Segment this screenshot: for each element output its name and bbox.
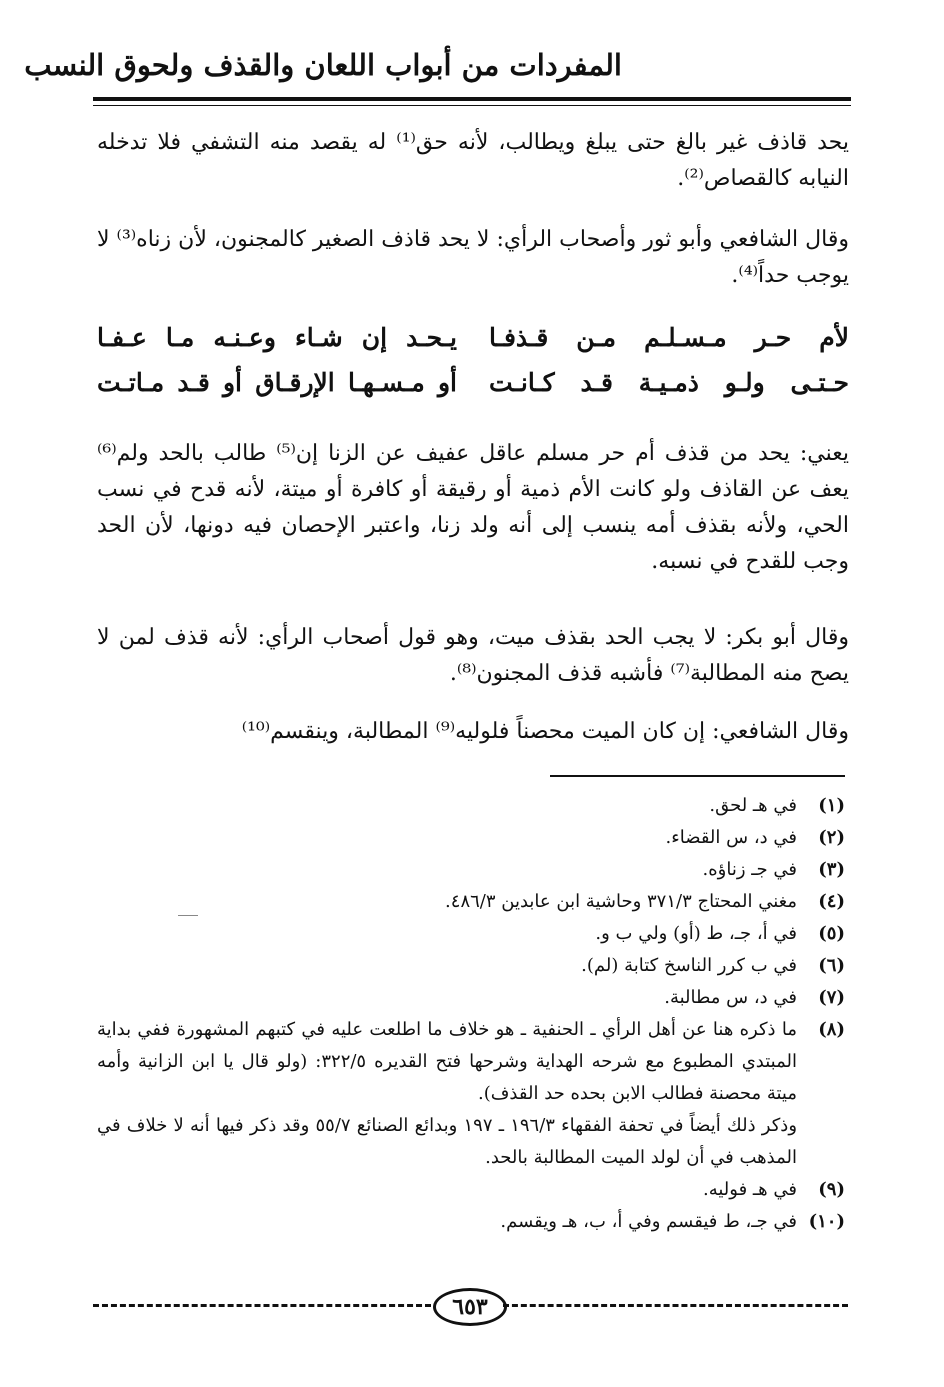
footnote-text: ما ذكره هنا عن أهل الرأي ـ الحنفية ـ هو خلاف ما اطلعت عليه في كتبهم المشهورة ففي بداية المبتدي المطبوع مع شرحه الهداية وشرحها فتح القديره ٣٢٢/٥: (ولو قال يا ابن الزانية وأمه ميتة محصنة فطالب الابن بحده حد القذف). — [97, 1019, 798, 1104]
footnote-3 — [97, 854, 845, 886]
footnote-10 — [97, 1206, 845, 1238]
paragraph-3-text: يعني: يحد من قذف أم حر مسلم عاقل عفيف عن الزنا إن⁽⁵⁾ طالب بالحد ولم⁽⁶⁾ يعف عن القاذف ولو كانت الأم ذمية أو رقيقة أو كافرة أو ميتة، لأنه قدح في نسب الحي، ولأنه بقذف أمه ينسب إلى أنه ولد زنا، واعتبر الإحصان فيه دونها، لأن الحد وجب للقدح في نسبه. — [97, 441, 849, 574]
footnote-number: (١٠) — [808, 1211, 845, 1232]
paragraph-2 — [97, 222, 849, 294]
footnote-number: (٢) — [818, 827, 845, 848]
footnote-text: في أ، جـ، ط (أو) ولي ب و. — [595, 923, 797, 944]
bottom-dashed-rule-right — [503, 1304, 848, 1307]
footnote-number: (٧) — [818, 987, 845, 1008]
paragraph-3 — [97, 436, 849, 580]
footnote-number: (٥) — [818, 923, 845, 944]
footnote-text-continued: وذكر ذلك أيضاً في تحفة الفقهاء ١٩٦/٣ ـ ١٩٧ وبدائع الصنائع ٥٥/٧ وقد ذكر فيها أنه لا خلاف في المذهب في أن لولد الميت المطالبة بالحد. — [97, 1115, 798, 1168]
paragraph-5-text: وقال الشافعي: إن كان الميت محصناً فلوليه⁽⁹⁾ المطالبة، وينقسم⁽¹⁰⁾ — [241, 719, 849, 744]
footnote-8 — [97, 1014, 845, 1174]
footnote-number: (٣) — [818, 859, 845, 880]
footnote-2 — [97, 822, 845, 854]
footnote-5 — [97, 918, 845, 950]
footnote-text: في هـ لحق. — [709, 795, 797, 816]
paragraph-2-text: وقال الشافعي وأبو ثور وأصحاب الرأي: لا يحد قاذف الصغير كالمجنون، لأن زناه⁽³⁾ لا يوجب حداً⁽⁴⁾. — [97, 227, 849, 288]
bottom-dashed-rule-left — [93, 1304, 431, 1307]
header-rule-thick — [93, 97, 851, 101]
footnote-text: في د، س مطالبة. — [664, 987, 797, 1008]
footnote-1 — [97, 790, 845, 822]
verse-line-1-second-hemistich: يـحـد إن شـاء وعـنـه مـا عـفـا — [97, 323, 457, 352]
paragraph-4-text: وقال أبو بكر: لا يجب الحد بقذف ميت، وهو قول أصحاب الرأي: لأنه قذف لمن لا يصح منه المطالبة⁽⁷⁾ فأشبه قذف المجنون⁽⁸⁾. — [97, 625, 849, 686]
footnote-text: في د، س القضاء. — [665, 827, 797, 848]
page-number: ٦٥٣ — [433, 1288, 507, 1326]
verse-line-1 — [97, 323, 849, 363]
footnote-text: في جـ زناؤه. — [702, 859, 797, 880]
footnote-number: (٩) — [818, 1179, 845, 1200]
paragraph-1-text: يحد قاذف غير بالغ حتى يبلغ ويطالب، لأنه حق⁽¹⁾ له يقصد منه التشفي فلا تدخله النيابه كالقصاص⁽²⁾. — [97, 130, 849, 191]
verse-line-2 — [97, 368, 849, 408]
footnote-separator-rule — [550, 775, 845, 777]
paragraph-4 — [97, 620, 849, 692]
footnote-text: في هـ فوليه. — [702, 1179, 797, 1200]
paragraph-5 — [97, 714, 849, 750]
footnote-number: (٤) — [818, 891, 845, 912]
footnote-number: (٨) — [818, 1019, 845, 1040]
verse-line-2-second-hemistich: أو مـسـهـا الإرقـاق أو قـد مـاتـت — [97, 368, 457, 397]
footnote-4 — [97, 886, 845, 918]
running-header-title: المفردات من أبواب اللعان والقذف ولحوق النسب — [24, 48, 622, 82]
footnotes-section — [97, 790, 845, 1238]
footnote-text: مغني المحتاج ٣٧١/٣ وحاشية ابن عابدين ٤٨٦/٣. — [445, 891, 797, 912]
footnote-text: في ب كرر الناسخ كتابة (لم). — [581, 955, 797, 976]
header-rule-thin — [93, 105, 851, 106]
footnote-7 — [97, 982, 845, 1014]
footnote-9 — [97, 1174, 845, 1206]
footnote-6 — [97, 950, 845, 982]
verse-line-1-first-hemistich: لأم حـر مـسـلـم مـن قـذفـا — [489, 323, 849, 352]
footnote-number: (١) — [818, 795, 845, 816]
footnote-number: (٦) — [818, 955, 845, 976]
paragraph-1 — [97, 125, 849, 197]
verse-line-2-first-hemistich: حـتـى ولـو ذمـيـة قـد كـانـت — [489, 368, 849, 397]
footnote-text: في جـ، ط فيقسم وفي أ، ب، هـ ويقسم. — [500, 1211, 797, 1232]
